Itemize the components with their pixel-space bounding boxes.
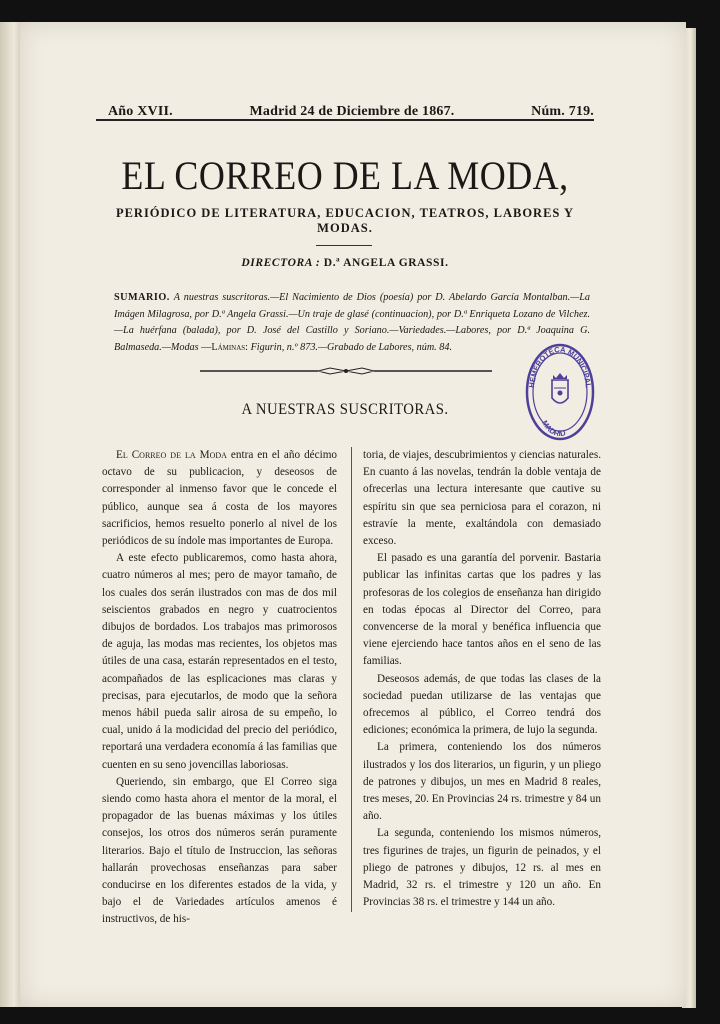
paragraph [363,550,601,670]
article-column-right [363,447,601,911]
laminas-text: Figurin, n.º 873.—Grabado de Labores, núm. 84. [250,341,453,353]
paragraph-text: Deseosos además, de que todas las clases de la sociedad puedan utilizarse de las ventajas que ofrecemos al público, el Correo tendrá dos ediciones; económica la primera, de lujo la segunda. [363,672,601,737]
issue-header [108,98,594,120]
paragraph-text: A este efecto publicaremos, como hasta ahora, cuatro números al mes; pero de mayor tamaño, de los cuales dos serán ilustrados con mas de dos mil seiscientos grabados en negro y cuatrocientos dibujos de bordados. Los trabajos mas primorosos de aguja, las modas mas recientes, los objetos mas útiles de una casa, estarán representados en el testo, acompañados de las esplicaciones mas claras y precisas, para ejecutarlos, de modo que la señora menos hábil pueda salir airosa de su empeño, lo cual, unido á la modicidad del precio del periódico, reportará una verdadera economía á las familias que cuenten en su seno jovencillas laboriosas. [102,552,337,771]
paragraph [102,550,337,774]
short-divider [316,245,372,246]
sumario-block [114,290,590,356]
paragraph [363,447,601,550]
paragraph [363,739,601,825]
paragraph-text: La segunda, conteniendo los mismos números, tres figurines de trajes, un figurin de peinados, y el pliego de patrones y dibujos, 12 rs. al mes en Madrid, 32 rs. el trimestre y 120 un año. En Provincias 38 rs. el trimestre y 144 un año. [363,827,601,909]
paragraph-text: entra en el año décimo octavo de su publicacion, y deseosos de corresponder al inmenso favor que le concede el público, aunque sea á costa de los mayores sacrificios, hemos resuelto ponerlo al nivel de los periódicos de su índole mas importantes de Europa. [102,449,338,548]
coat-of-arms-icon [552,373,568,403]
header-rule [96,119,594,121]
newspaper-page [20,22,686,1007]
paragraph [102,447,337,550]
ornamental-rule [200,366,492,376]
laminas-label: —Láminas: [201,341,249,353]
paragraph-text: El pasado es una garantía del porvenir. Bastaria publicar las infinitas cartas que los padres y las profesoras de los colegios de enseñanza han dirigido en todas épocas al Director del Correo, para convencerse de la moral y benéfica influencia que viene ejerciendo hace tantos años en el seno de las familias. [363,552,601,668]
paragraph-text: Queriendo, sin embargo, que El Correo siga siendo como hasta ahora el mentor de la moral, el propagador de las buenas máximas y los útiles consejos, los otros dos números serán puramente literarios. Bajo el título de Instruccion, las señoras hallarán provechosas enseñanzas para saber conducirse en los diferentes estados de la vida, y bajo el de Variedades artículos amenos é instructivos, de his- [102,775,337,926]
paragraph-text: La primera, conteniendo los dos números ilustrados y los dos literarios, un figurin, y un pliego de patrones y dibujos, un mes en Madrid 8 reales, tres meses, 20. En Provincias 24 rs. trimestre y 84 un año. [363,741,601,823]
article-column-left [102,447,337,929]
directora-name: D.ª ANGELA GRASSI. [323,257,449,269]
stamp-city: MADRID [540,418,567,439]
issue-number: Núm. 719. [531,104,594,119]
article-title: A NUESTRAS SUSCRITORAS. [241,401,449,418]
directora-line [96,257,594,269]
masthead-subtitle: PERIÓDICO DE LITERATURA, EDUCACION, TEATROS, LABORES Y MODAS. [115,206,575,235]
column-divider [351,447,352,912]
issue-date: Madrid 24 de Diciembre de 1867. [249,104,455,119]
library-stamp [524,342,596,442]
paragraph-lead: El Correo de la Moda [116,449,227,461]
issue-year: Año XVII. [108,104,173,119]
masthead-title: EL CORREO DE LA MODA, [121,153,569,198]
paragraph-text: toria, de viajes, descubrimientos y ciencias naturales. En cuanto á las novelas, tendrán la doble ventaja de ofrecerlas una lectura interesante que cautive su espíritu sin que sea perniciosa para el corazon, ni estravíe la mente, exaltándola con demasiado exceso. [363,449,601,548]
directora-label: DIRECTORA : [241,257,321,269]
paragraph [363,671,601,740]
sumario-text: A nuestras suscritoras.—El Nacimiento de Dios (poesía) por D. Abelardo García Montalban.—La Imágen Milagrosa, por D.ª Angela Grassi.—Un traje de glasé (continuacion), por D.ª Enriqueta Lozano de Vilchez.—La huérfana (balada), por D. José del Castillo y Soriano.—Variedades.—Labores, por D.ª Joaquina G. Balmaseda.—Modas [114,292,590,353]
paragraph [102,774,337,929]
sumario-label: SUMARIO. [114,292,170,303]
stamp-text: HEMEROTECA MUNICIPAL [527,344,593,389]
book-spine [0,22,20,1007]
paragraph [363,825,601,911]
